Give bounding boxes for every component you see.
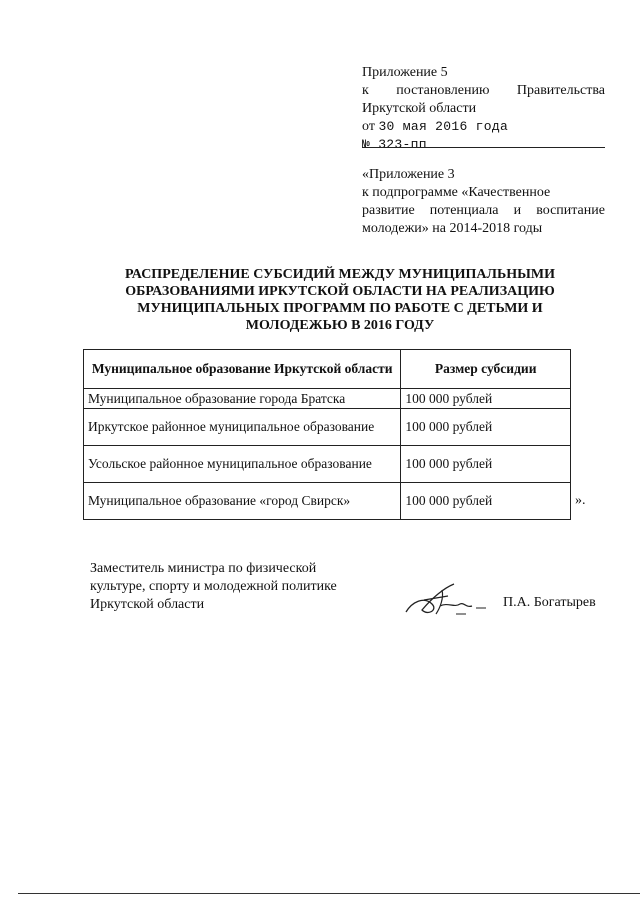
municipality-cell: Муниципальное образование города Братска — [84, 389, 401, 409]
signatory-position-line: культуре, спорту и молодежной политике — [90, 579, 337, 594]
signature-block — [90, 560, 337, 614]
signer-name: П.А. Богатырев — [503, 595, 596, 610]
appendix-3-header — [362, 166, 605, 238]
subsidy-cell: 100 000 рублей — [401, 446, 571, 483]
title-line: РАСПРЕДЕЛЕНИЕ СУБСИДИЙ МЕЖДУ МУНИЦИПАЛЬНЫМИ — [125, 267, 555, 282]
handwritten-signature — [402, 580, 498, 622]
appendix-3-title: «Приложение 3 — [362, 167, 455, 182]
resolution-number: № 323-пп — [362, 137, 427, 152]
municipality-cell: Муниципальное образование «город Свирск» — [84, 483, 401, 520]
appendix-5-header — [362, 64, 605, 154]
column-header-municipality: Муниципальное образование Иркутской области — [84, 350, 401, 389]
column-header-subsidy: Размер субсидии — [401, 350, 571, 389]
appendix-3-justified-line — [362, 202, 605, 220]
table-row — [84, 389, 571, 409]
appendix-3-subprogram-line: к подпрограмме «Качественное — [362, 185, 551, 200]
date-prefix: от — [362, 119, 375, 134]
signatory-position-line: Иркутской области — [90, 597, 205, 612]
word-postanovleniyu: постановлению — [396, 83, 490, 98]
signatory-position-line: Заместитель министра по физической — [90, 561, 317, 576]
table-row — [84, 409, 571, 446]
date-value: 30 мая 2016 года — [378, 119, 509, 134]
word-i: и — [513, 203, 522, 218]
document-title — [90, 266, 590, 334]
appendix-5-resolution-line — [362, 82, 605, 100]
appendix-3-years-line: молодежи» на 2014-2018 годы — [362, 221, 543, 236]
appendix-5-title: Приложение 5 — [362, 65, 448, 80]
word-k: к — [362, 83, 369, 98]
word-vospitanie: воспитание — [536, 203, 605, 218]
municipality-cell: Иркутское районное муниципальное образование — [84, 409, 401, 446]
word-pravitelstva: Правительства — [516, 83, 605, 98]
subsidy-cell: 100 000 рублей — [401, 389, 571, 409]
page-bottom-edge-line — [18, 893, 640, 894]
header-divider — [362, 147, 605, 148]
subsidy-cell: 100 000 рублей — [401, 409, 571, 446]
title-line: ОБРАЗОВАНИЯМИ ИРКУТСКОЙ ОБЛАСТИ НА РЕАЛИЗАЦИЮ — [125, 284, 555, 299]
word-razvitie: развитие — [362, 203, 415, 218]
appendix-5-region: Иркутской области — [362, 101, 477, 116]
closing-quote: ». — [575, 493, 586, 508]
municipality-cell: Усольское районное муниципальное образование — [84, 446, 401, 483]
table-header-row — [84, 350, 571, 389]
subsidy-table — [83, 349, 571, 520]
title-line: МОЛОДЕЖЬЮ В 2016 ГОДУ — [245, 318, 435, 333]
subsidy-cell: 100 000 рублей — [401, 483, 571, 520]
table-row — [84, 483, 571, 520]
appendix-5-date-line — [362, 118, 605, 136]
table-row — [84, 446, 571, 483]
title-line: МУНИЦИПАЛЬНЫХ ПРОГРАММ ПО РАБОТЕ С ДЕТЬМИ И — [137, 301, 543, 316]
word-potenciala: потенциала — [429, 203, 499, 218]
